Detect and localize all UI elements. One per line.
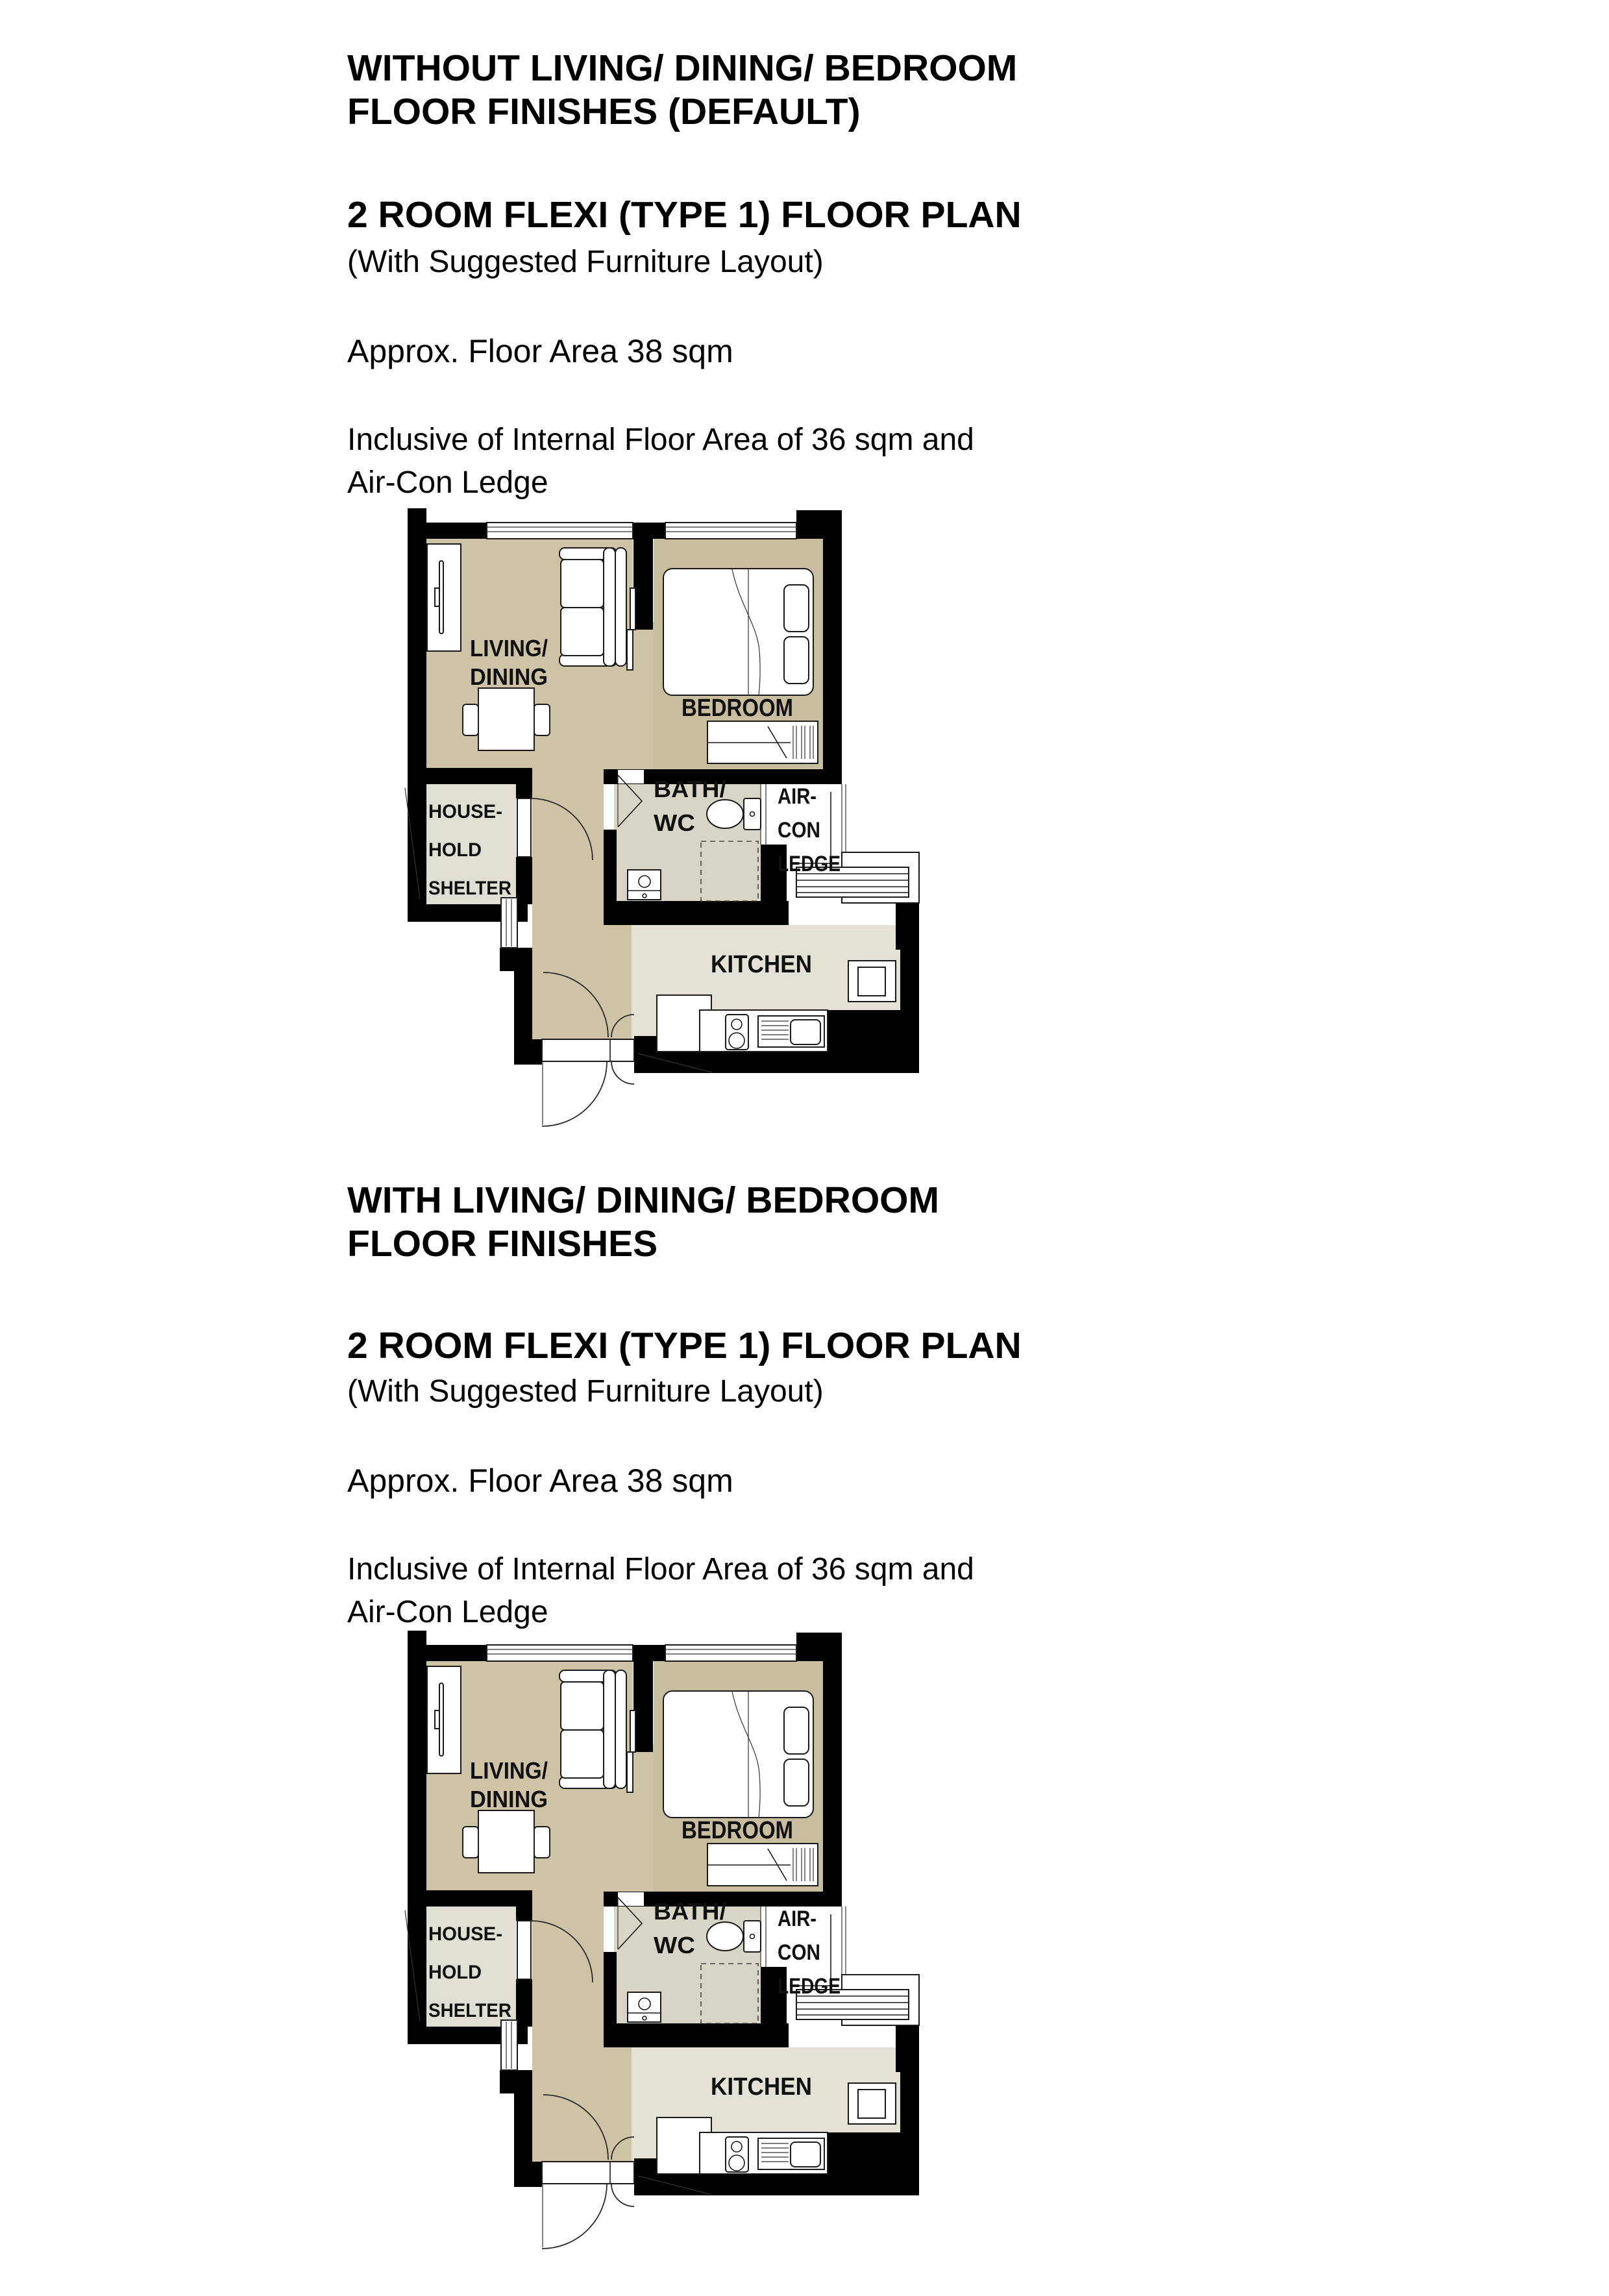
vanity-icon	[628, 1992, 661, 2022]
plan-title: 2 ROOM FLEXI (TYPE 1) FLOOR PLAN	[347, 194, 1022, 236]
svg-text:HOLD: HOLD	[428, 839, 482, 861]
svg-text:WC: WC	[654, 1932, 695, 1958]
svg-text:WC: WC	[654, 809, 695, 836]
section-heading	[347, 47, 1017, 134]
aircon-ledge-label: AIR-	[778, 784, 817, 809]
svg-text:SHELTER: SHELTER	[428, 878, 512, 899]
heading-line-1: WITH LIVING/ DINING/ BEDROOM	[347, 1179, 939, 1221]
floor-area-text: Approx. Floor Area 38 sqm	[347, 333, 733, 369]
plan-subtitle: (With Suggested Furniture Layout)	[347, 245, 824, 279]
section-heading	[347, 1179, 939, 1266]
bath-wc-label: BATH/	[654, 1898, 726, 1925]
heading-line-1: WITHOUT LIVING/ DINING/ BEDROOM	[347, 47, 1018, 89]
hallway-floor	[532, 1892, 604, 2047]
floor-plan-without-finishes	[402, 499, 935, 1174]
sofa-icon	[559, 548, 626, 666]
wardrobe-icon	[707, 1844, 818, 1886]
kitchen-label: KITCHEN	[711, 2073, 812, 2101]
fridge-icon	[848, 2083, 896, 2124]
plan-title: 2 ROOM FLEXI (TYPE 1) FLOOR PLAN	[347, 1325, 1022, 1366]
stove-icon	[726, 1015, 748, 1050]
bath-wc-label: BATH/	[654, 776, 726, 802]
toilet-icon	[707, 798, 761, 830]
toilet-icon	[707, 1921, 761, 1952]
household-shelter-label: HOUSE-	[428, 801, 502, 822]
floor-plan-drawing	[402, 1621, 935, 2296]
tv-console-icon	[427, 1666, 461, 1773]
svg-text:DINING: DINING	[470, 1786, 548, 1812]
floor-plan-drawing	[402, 499, 935, 1174]
fridge-icon	[848, 961, 896, 1002]
hallway-window-icon	[501, 2020, 517, 2070]
vanity-icon	[628, 870, 661, 900]
svg-text:DINING: DINING	[470, 663, 548, 690]
floor-plan-with-finishes	[402, 1621, 935, 2296]
sofa-icon	[559, 1670, 626, 1788]
svg-text:SHELTER: SHELTER	[428, 2000, 512, 2021]
kitchen-label: KITCHEN	[711, 951, 812, 978]
household-shelter-label: HOUSE-	[428, 1923, 502, 1945]
inclusive-note: Inclusive of Internal Floor Area of 36 sqm and Air-Con Ledge	[347, 423, 974, 500]
living-window-icon	[487, 523, 633, 539]
floor-area-text: Approx. Floor Area 38 sqm	[347, 1463, 733, 1499]
svg-text:LEDGE: LEDGE	[778, 852, 841, 876]
living-dining-label: LIVING/	[470, 635, 548, 661]
living-window-icon	[487, 1645, 633, 1661]
bed-icon	[663, 1691, 813, 1818]
sink-icon	[758, 2138, 824, 2169]
tv-console-icon	[427, 544, 461, 651]
svg-text:HOLD: HOLD	[428, 1962, 482, 1983]
living-dining-label: LIVING/	[470, 1757, 548, 1784]
bedroom-window-icon	[665, 1645, 796, 1661]
svg-text:CON: CON	[778, 818, 820, 843]
bed-icon	[663, 569, 813, 695]
bedroom-label: BEDROOM	[682, 1817, 793, 1844]
stove-icon	[726, 2137, 748, 2172]
heading-line-2: FLOOR FINISHES (DEFAULT)	[347, 91, 861, 132]
heading-line-2: FLOOR FINISHES	[347, 1223, 658, 1265]
svg-text:CON: CON	[778, 1940, 820, 1965]
sink-icon	[758, 1016, 824, 1047]
bedroom-label: BEDROOM	[682, 695, 793, 722]
plan-subtitle: (With Suggested Furniture Layout)	[347, 1374, 824, 1409]
aircon-ledge-label: AIR-	[778, 1907, 817, 1931]
svg-text:LEDGE: LEDGE	[778, 1974, 841, 1999]
wardrobe-icon	[707, 721, 818, 763]
bedroom-window-icon	[665, 523, 796, 539]
hallway-window-icon	[501, 898, 517, 948]
hallway-floor	[532, 769, 604, 925]
inclusive-note: Inclusive of Internal Floor Area of 36 sqm and Air-Con Ledge	[347, 1552, 974, 1629]
